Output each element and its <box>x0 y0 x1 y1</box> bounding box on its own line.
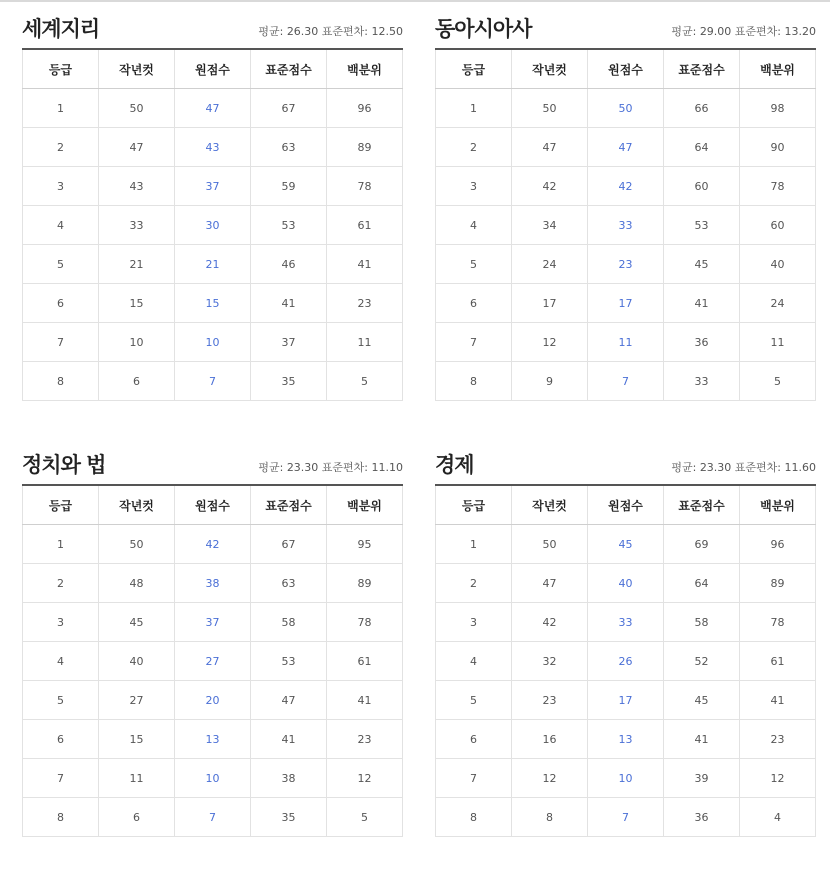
cell-percentile: 23 <box>327 284 403 323</box>
cell-last-year-cut: 11 <box>99 759 175 798</box>
cell-grade: 7 <box>23 323 99 362</box>
cell-percentile: 78 <box>327 167 403 206</box>
cell-grade: 3 <box>23 167 99 206</box>
grade-table <box>435 48 816 401</box>
cell-raw-score: 17 <box>588 681 664 720</box>
table-row <box>436 603 816 642</box>
table-header-row <box>436 49 816 89</box>
cell-last-year-cut: 47 <box>99 128 175 167</box>
cell-grade: 4 <box>23 642 99 681</box>
cell-percentile: 41 <box>327 245 403 284</box>
cell-percentile: 90 <box>740 128 816 167</box>
cell-last-year-cut: 23 <box>512 681 588 720</box>
cell-standard-score: 41 <box>664 720 740 759</box>
cell-raw-score: 10 <box>175 323 251 362</box>
cell-raw-score: 7 <box>588 798 664 837</box>
cell-percentile: 89 <box>327 564 403 603</box>
subject-stats: 평균: 23.30 표준편차: 11.10 <box>258 461 403 474</box>
column-header-percentile: 백분위 <box>740 49 816 89</box>
table-row <box>436 642 816 681</box>
cell-standard-score: 63 <box>251 128 327 167</box>
column-header-percentile: 백분위 <box>327 485 403 525</box>
cell-last-year-cut: 47 <box>512 128 588 167</box>
cell-percentile: 98 <box>740 89 816 128</box>
cell-percentile: 96 <box>740 525 816 564</box>
cell-last-year-cut: 47 <box>512 564 588 603</box>
cell-last-year-cut: 40 <box>99 642 175 681</box>
cell-last-year-cut: 16 <box>512 720 588 759</box>
cell-grade: 6 <box>436 284 512 323</box>
cell-raw-score: 27 <box>175 642 251 681</box>
subject-panel <box>22 446 403 837</box>
column-header-grade: 등급 <box>23 49 99 89</box>
cell-percentile: 23 <box>327 720 403 759</box>
cell-raw-score: 42 <box>175 525 251 564</box>
panel-header <box>435 446 816 484</box>
table-row <box>436 284 816 323</box>
cell-standard-score: 33 <box>664 362 740 401</box>
cell-grade: 6 <box>436 720 512 759</box>
subject-panel <box>22 10 403 401</box>
cell-standard-score: 39 <box>664 759 740 798</box>
cell-last-year-cut: 27 <box>99 681 175 720</box>
cell-raw-score: 42 <box>588 167 664 206</box>
cell-last-year-cut: 6 <box>99 798 175 837</box>
cell-standard-score: 66 <box>664 89 740 128</box>
cell-last-year-cut: 12 <box>512 759 588 798</box>
grade-table <box>22 48 403 401</box>
table-row <box>23 128 403 167</box>
cell-last-year-cut: 10 <box>99 323 175 362</box>
cell-last-year-cut: 50 <box>512 525 588 564</box>
cell-raw-score: 23 <box>588 245 664 284</box>
cell-standard-score: 36 <box>664 323 740 362</box>
table-row <box>23 362 403 401</box>
cell-raw-score: 43 <box>175 128 251 167</box>
subject-panel <box>435 10 816 401</box>
cell-grade: 2 <box>436 564 512 603</box>
cell-percentile: 96 <box>327 89 403 128</box>
cell-standard-score: 53 <box>251 642 327 681</box>
column-header-last-year-cut: 작년컷 <box>512 485 588 525</box>
cell-standard-score: 45 <box>664 681 740 720</box>
cell-raw-score: 7 <box>588 362 664 401</box>
cell-standard-score: 45 <box>664 245 740 284</box>
cell-percentile: 5 <box>327 362 403 401</box>
cell-last-year-cut: 15 <box>99 720 175 759</box>
cell-grade: 7 <box>436 759 512 798</box>
cell-percentile: 60 <box>740 206 816 245</box>
cell-standard-score: 41 <box>251 284 327 323</box>
table-row <box>23 759 403 798</box>
cell-grade: 8 <box>23 798 99 837</box>
grade-table <box>435 484 816 837</box>
cell-raw-score: 7 <box>175 798 251 837</box>
cell-raw-score: 10 <box>175 759 251 798</box>
panel-header <box>22 446 403 484</box>
cell-grade: 3 <box>436 603 512 642</box>
cell-last-year-cut: 21 <box>99 245 175 284</box>
subject-title: 경제 <box>435 453 474 477</box>
cell-percentile: 61 <box>740 642 816 681</box>
cell-grade: 5 <box>23 245 99 284</box>
column-header-percentile: 백분위 <box>327 49 403 89</box>
table-row <box>436 681 816 720</box>
cell-raw-score: 38 <box>175 564 251 603</box>
subject-title: 정치와 법 <box>22 453 106 477</box>
cell-grade: 4 <box>436 642 512 681</box>
cell-standard-score: 36 <box>664 798 740 837</box>
column-header-grade: 등급 <box>23 485 99 525</box>
cell-raw-score: 13 <box>588 720 664 759</box>
cell-grade: 6 <box>23 720 99 759</box>
cell-percentile: 89 <box>740 564 816 603</box>
column-header-standard-score: 표준점수 <box>251 49 327 89</box>
cell-grade: 8 <box>436 362 512 401</box>
table-header-row <box>436 485 816 525</box>
cell-percentile: 40 <box>740 245 816 284</box>
cell-grade: 2 <box>23 564 99 603</box>
cell-grade: 7 <box>23 759 99 798</box>
cell-grade: 2 <box>23 128 99 167</box>
cell-raw-score: 21 <box>175 245 251 284</box>
subject-panel <box>435 446 816 837</box>
cell-last-year-cut: 33 <box>99 206 175 245</box>
cell-last-year-cut: 43 <box>99 167 175 206</box>
cell-grade: 1 <box>23 89 99 128</box>
cell-last-year-cut: 45 <box>99 603 175 642</box>
top-divider <box>0 0 830 2</box>
cell-standard-score: 58 <box>251 603 327 642</box>
cell-raw-score: 33 <box>588 603 664 642</box>
table-row <box>436 564 816 603</box>
table-row <box>23 642 403 681</box>
cell-standard-score: 37 <box>251 323 327 362</box>
table-row <box>436 206 816 245</box>
cell-raw-score: 7 <box>175 362 251 401</box>
cell-percentile: 5 <box>740 362 816 401</box>
cell-grade: 2 <box>436 128 512 167</box>
table-row <box>23 245 403 284</box>
table-row <box>436 798 816 837</box>
cell-raw-score: 37 <box>175 603 251 642</box>
column-header-last-year-cut: 작년컷 <box>512 49 588 89</box>
cell-percentile: 61 <box>327 206 403 245</box>
table-row <box>23 720 403 759</box>
table-row <box>23 525 403 564</box>
cell-grade: 8 <box>23 362 99 401</box>
table-row <box>436 759 816 798</box>
cell-percentile: 78 <box>327 603 403 642</box>
cell-raw-score: 11 <box>588 323 664 362</box>
table-row <box>436 89 816 128</box>
table-row <box>436 525 816 564</box>
table-row <box>23 603 403 642</box>
cell-raw-score: 10 <box>588 759 664 798</box>
cell-grade: 1 <box>23 525 99 564</box>
cell-standard-score: 46 <box>251 245 327 284</box>
cell-standard-score: 64 <box>664 128 740 167</box>
table-row <box>23 167 403 206</box>
cell-last-year-cut: 48 <box>99 564 175 603</box>
cell-standard-score: 67 <box>251 89 327 128</box>
table-row <box>23 681 403 720</box>
table-row <box>23 89 403 128</box>
cell-grade: 7 <box>436 323 512 362</box>
cell-grade: 8 <box>436 798 512 837</box>
subject-stats: 평균: 23.30 표준편차: 11.60 <box>671 461 816 474</box>
cell-grade: 1 <box>436 525 512 564</box>
cell-percentile: 24 <box>740 284 816 323</box>
column-header-last-year-cut: 작년컷 <box>99 485 175 525</box>
column-header-raw-score: 원점수 <box>588 49 664 89</box>
cell-standard-score: 53 <box>251 206 327 245</box>
cell-percentile: 12 <box>327 759 403 798</box>
cell-raw-score: 26 <box>588 642 664 681</box>
cell-percentile: 4 <box>740 798 816 837</box>
cell-standard-score: 69 <box>664 525 740 564</box>
cell-last-year-cut: 50 <box>512 89 588 128</box>
cell-last-year-cut: 12 <box>512 323 588 362</box>
panel-header <box>435 10 816 48</box>
cell-grade: 5 <box>436 681 512 720</box>
cell-last-year-cut: 42 <box>512 603 588 642</box>
cell-grade: 5 <box>23 681 99 720</box>
subject-title: 동아시아사 <box>435 17 532 41</box>
cell-percentile: 78 <box>740 167 816 206</box>
cell-standard-score: 53 <box>664 206 740 245</box>
cell-grade: 3 <box>436 167 512 206</box>
cell-standard-score: 35 <box>251 798 327 837</box>
table-row <box>23 564 403 603</box>
cell-percentile: 78 <box>740 603 816 642</box>
table-row <box>436 167 816 206</box>
grade-table <box>22 484 403 837</box>
cell-last-year-cut: 8 <box>512 798 588 837</box>
column-header-raw-score: 원점수 <box>175 485 251 525</box>
cell-raw-score: 13 <box>175 720 251 759</box>
cell-percentile: 41 <box>740 681 816 720</box>
cell-raw-score: 40 <box>588 564 664 603</box>
table-header-row <box>23 49 403 89</box>
column-header-percentile: 백분위 <box>740 485 816 525</box>
cell-raw-score: 33 <box>588 206 664 245</box>
cell-grade: 6 <box>23 284 99 323</box>
cell-percentile: 12 <box>740 759 816 798</box>
cell-raw-score: 37 <box>175 167 251 206</box>
cell-percentile: 5 <box>327 798 403 837</box>
table-row <box>436 245 816 284</box>
cell-standard-score: 41 <box>251 720 327 759</box>
cell-last-year-cut: 50 <box>99 89 175 128</box>
column-header-raw-score: 원점수 <box>175 49 251 89</box>
cell-standard-score: 52 <box>664 642 740 681</box>
cell-raw-score: 47 <box>588 128 664 167</box>
cell-standard-score: 67 <box>251 525 327 564</box>
column-header-raw-score: 원점수 <box>588 485 664 525</box>
cell-last-year-cut: 17 <box>512 284 588 323</box>
subject-stats: 평균: 29.00 표준편차: 13.20 <box>671 25 816 38</box>
cell-percentile: 95 <box>327 525 403 564</box>
column-header-standard-score: 표준점수 <box>664 49 740 89</box>
cell-grade: 3 <box>23 603 99 642</box>
cell-percentile: 41 <box>327 681 403 720</box>
cell-percentile: 61 <box>327 642 403 681</box>
cell-standard-score: 35 <box>251 362 327 401</box>
table-row <box>436 323 816 362</box>
cell-raw-score: 15 <box>175 284 251 323</box>
column-header-last-year-cut: 작년컷 <box>99 49 175 89</box>
cell-last-year-cut: 50 <box>99 525 175 564</box>
cell-raw-score: 20 <box>175 681 251 720</box>
cell-last-year-cut: 34 <box>512 206 588 245</box>
cell-last-year-cut: 32 <box>512 642 588 681</box>
cell-grade: 4 <box>436 206 512 245</box>
table-row <box>23 323 403 362</box>
cell-raw-score: 47 <box>175 89 251 128</box>
cell-last-year-cut: 24 <box>512 245 588 284</box>
subject-stats: 평균: 26.30 표준편차: 12.50 <box>258 25 403 38</box>
table-row <box>436 362 816 401</box>
column-header-grade: 등급 <box>436 49 512 89</box>
cell-standard-score: 38 <box>251 759 327 798</box>
cell-standard-score: 59 <box>251 167 327 206</box>
cell-raw-score: 50 <box>588 89 664 128</box>
table-header-row <box>23 485 403 525</box>
cell-standard-score: 64 <box>664 564 740 603</box>
cell-standard-score: 58 <box>664 603 740 642</box>
cell-percentile: 11 <box>740 323 816 362</box>
cell-grade: 5 <box>436 245 512 284</box>
table-row <box>436 128 816 167</box>
cell-percentile: 11 <box>327 323 403 362</box>
cell-grade: 4 <box>23 206 99 245</box>
cell-last-year-cut: 15 <box>99 284 175 323</box>
table-row <box>23 206 403 245</box>
panel-header <box>22 10 403 48</box>
cell-last-year-cut: 9 <box>512 362 588 401</box>
cell-raw-score: 30 <box>175 206 251 245</box>
table-row <box>23 798 403 837</box>
table-row <box>23 284 403 323</box>
cell-standard-score: 60 <box>664 167 740 206</box>
cell-standard-score: 63 <box>251 564 327 603</box>
subject-title: 세계지리 <box>22 17 100 41</box>
cell-standard-score: 41 <box>664 284 740 323</box>
cell-raw-score: 45 <box>588 525 664 564</box>
cell-last-year-cut: 6 <box>99 362 175 401</box>
cell-raw-score: 17 <box>588 284 664 323</box>
cell-percentile: 89 <box>327 128 403 167</box>
cell-last-year-cut: 42 <box>512 167 588 206</box>
table-row <box>436 720 816 759</box>
cell-standard-score: 47 <box>251 681 327 720</box>
cell-grade: 1 <box>436 89 512 128</box>
column-header-grade: 등급 <box>436 485 512 525</box>
column-header-standard-score: 표준점수 <box>251 485 327 525</box>
column-header-standard-score: 표준점수 <box>664 485 740 525</box>
cell-percentile: 23 <box>740 720 816 759</box>
